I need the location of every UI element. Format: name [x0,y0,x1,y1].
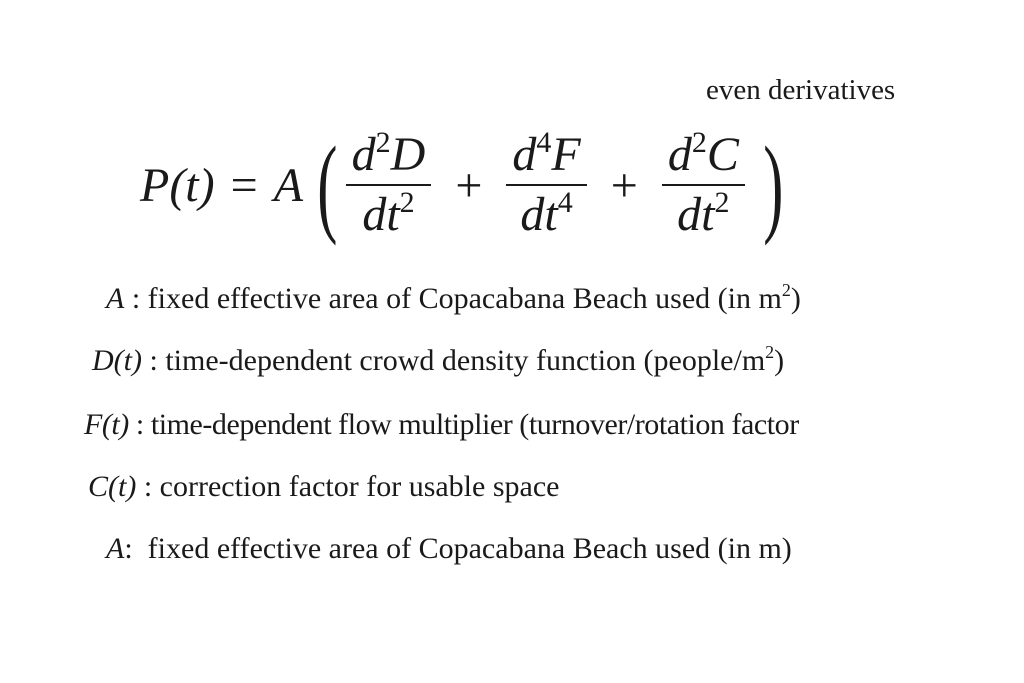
fraction-numerator: $d^4F$ [512,125,581,181]
plus-sign: + [610,158,638,212]
coefficient-a: A [273,158,304,212]
definition-a-repeat: A: fixed effective area of Copacabana Beach used (in m) [106,532,792,565]
annotation-even-derivatives: even derivatives [706,74,896,106]
definition-c: C(t) : correction factor for usable space [88,470,560,503]
fraction-denominator: $dt^2$ [362,186,415,241]
open-paren: ( [317,124,338,246]
fraction-numerator: $d^2D$ [351,125,426,181]
fraction-denominator: $dt^2$ [677,186,730,241]
plus-sign: + [455,158,483,212]
equation-lhs: P(t) [140,158,215,212]
definition-f: F(t) : time-dependent flow multiplier (turnover/rotation factor [84,408,799,441]
definition-d: D(t) : time-dependent crowd density function $(people/m^2)$ [92,342,785,377]
equals-sign: = [230,158,258,212]
definition-a: A : fixed effective area of Copacabana Beach used (in $m^2$) [106,280,801,315]
fraction-numerator: $d^2C$ [667,125,739,181]
close-paren: ) [763,124,784,246]
fraction-denominator: $dt^4$ [520,186,573,241]
